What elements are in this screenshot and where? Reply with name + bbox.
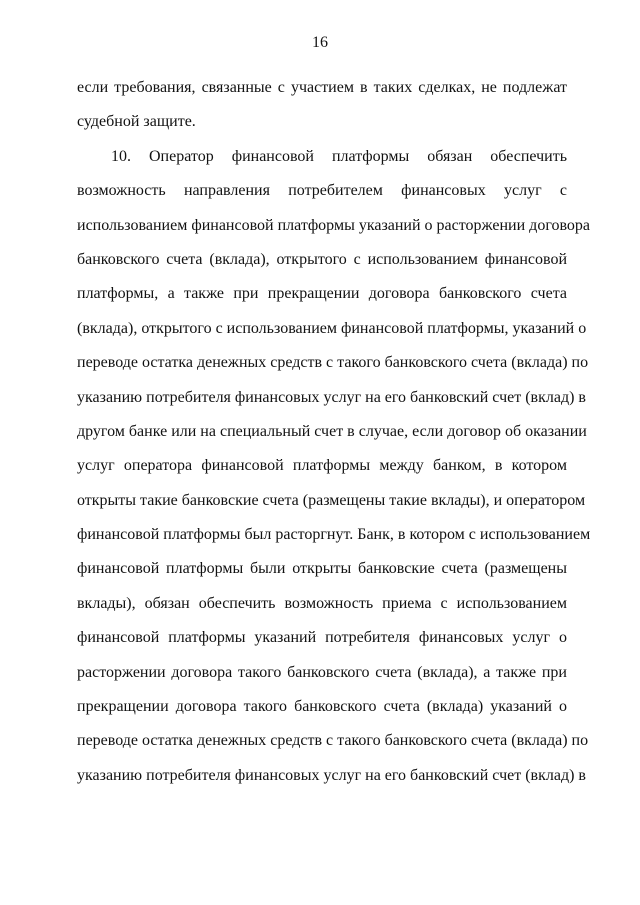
text-line: вклады), обязан обеспечить возможность приема с использованием <box>77 594 567 612</box>
text-line: банковского счета (вклада), открытого с использованием финансовой <box>77 250 567 268</box>
text-line: переводе остатка денежных средств с такого банковского счета (вклада) по <box>77 354 589 372</box>
text-line: расторжении договора такого банковского счета (вклада), а также при <box>77 663 567 681</box>
text-line: финансовой платформы были открыты банковские счета (размещены <box>77 560 567 578</box>
text-line: использованием финансовой платформы указаний о расторжении договора <box>77 216 591 234</box>
text-line: платформы, а также при прекращении договора банковского счета <box>77 285 567 303</box>
text-line: (вклада), открытого с использованием финансовой платформы, указаний о <box>77 319 587 337</box>
text-line: судебной защите. <box>77 113 196 131</box>
text-line: указанию потребителя финансовых услуг на его банковский счет (вклад) в <box>77 388 586 406</box>
text-line: финансовой платформы указаний потребителя финансовых услуг о <box>77 629 567 647</box>
text-line: если требования, связанные с участием в таких сделках, не подлежат <box>77 79 567 96</box>
text-line: прекращении договора такого банковского счета (вклада) указаний о <box>77 698 567 716</box>
text-line: переводе остатка денежных средств с такого банковского счета (вклада) по <box>77 732 589 750</box>
text-line: другом банке или на специальный счет в случае, если договор об оказании <box>77 422 587 440</box>
text-line: услуг оператора финансовой платформы между банком, в котором <box>77 457 567 475</box>
text-line: финансовой платформы был расторгнут. Банк, в котором с использованием <box>77 526 591 544</box>
text-line: возможность направления потребителем финансовых услуг с <box>77 182 567 200</box>
paragraph-start-line: 10. Оператор финансовой платформы обязан обеспечить <box>111 147 567 165</box>
text-line: указанию потребителя финансовых услуг на его банковский счет (вклад) в <box>77 766 586 784</box>
body-text <box>77 78 591 800</box>
text-line: открыты такие банковские счета (размещены такие вклады), и оператором <box>77 491 586 509</box>
page-number: 16 <box>312 34 328 51</box>
